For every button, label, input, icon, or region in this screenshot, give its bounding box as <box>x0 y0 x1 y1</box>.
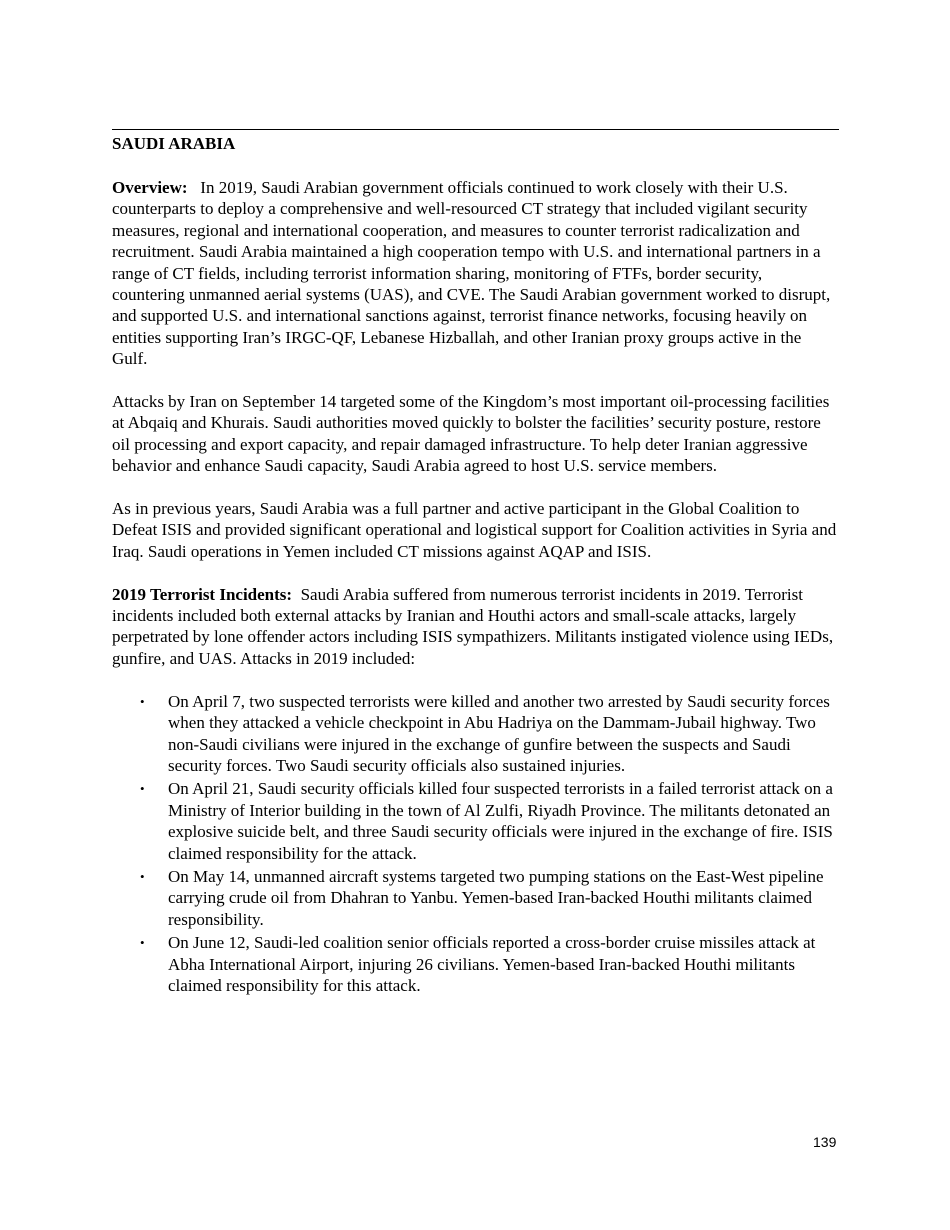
bullet-icon: • <box>140 868 145 884</box>
incidents-list <box>112 691 839 997</box>
document-body <box>112 177 839 998</box>
list-item <box>112 866 839 930</box>
bullet-icon: • <box>140 693 145 709</box>
incidents-label: 2019 Terrorist Incidents: <box>112 584 293 604</box>
incidents-text: Saudi Arabia suffered from numerous terrorist incidents in 2019. Terrorist incidents included both external attacks by Iranian and Houthi actors and small-scale attacks, largely perpetrated by lone offender actors including ISIS sympathizers. Militants instigated violence using IEDs, gunfire, and UAS. Attacks in 2019 included: <box>112 584 834 668</box>
list-item-text: On April 7, two suspected terrorists were killed and another two arrested by Saudi security forces when they attacked a vehicle checkpoint in Abu Hadriya on the Dammam-Jubail highway. Two non-Saudi civilians were injured in the exchange of gunfire between the suspects and Saudi security forces. Two Saudi security officials also sustained injuries. <box>168 691 830 775</box>
list-item-text: On April 21, Saudi security officials killed four suspected terrorists in a failed terrorist attack on a Ministry of Interior building in the town of Al Zulfi, Riyadh Province. The militants detonated an explosive suicide belt, and three Saudi security officials were injured in the exchange of fire. ISIS claimed responsibility for the attack. <box>168 779 833 863</box>
list-item-text: On June 12, Saudi-led coalition senior officials reported a cross-border cruise missiles attack at Abha International Airport, injuring 26 civilians. Yemen-based Iran-backed Houthi militants claimed responsibility for this attack. <box>168 933 816 995</box>
list-item-text: On May 14, unmanned aircraft systems targeted two pumping stations on the East-West pipeline carrying crude oil from Dhahran to Yanbu. Yemen-based Iran-backed Houthi militants claimed responsibility. <box>168 866 824 929</box>
list-item <box>112 691 839 777</box>
section-heading: SAUDI ARABIA <box>112 134 236 153</box>
overview-label: Overview: <box>112 178 188 197</box>
paragraph-iran-attacks: Attacks by Iran on September 14 targeted some of the Kingdom’s most important oil-processing facilities at Abqaiq and Khurais. Saudi authorities moved quickly to bolster the facilities’ security posture, restore oil processing and export capacity, and repair damaged infrastructure. To help deter Iranian aggressive behavior and enhance Saudi capacity, Saudi Arabia agreed to host U.S. service members. <box>112 392 830 476</box>
bullet-icon: • <box>140 935 145 951</box>
list-item <box>112 932 839 996</box>
incidents-paragraph <box>112 584 839 670</box>
bullet-icon: • <box>140 781 145 797</box>
overview-paragraph <box>112 177 839 370</box>
overview-text: In 2019, Saudi Arabian government officials continued to work closely with their U.S. counterparts to deploy a comprehensive and well-resourced CT strategy that included vigilant security measures, regional and international cooperation, and measures to counter terrorist radicalization and recruitment. Saudi Arabia maintained a high cooperation tempo with U.S. and international partners in a range of CT fields, including terrorist information sharing, monitoring of FTFs, border security, countering unmanned aerial systems (UAS), and CVE. The Saudi Arabian government worked to disrupt, and supported U.S. and international sanctions against, terrorist finance networks, focusing heavily on entities supporting Iran’s IRGC-QF, Lebanese Hizballah, and other Iranian proxy groups active in the Gulf. <box>112 178 831 369</box>
header-rule <box>112 129 839 130</box>
page-number: 139 <box>813 1134 837 1150</box>
paragraph-coalition: As in previous years, Saudi Arabia was a full partner and active participant in the Global Coalition to Defeat ISIS and provided significant operational and logistical support for Coalition activities in Syria and Iraq. Saudi operations in Yemen included CT missions against AQAP and ISIS. <box>112 499 837 561</box>
list-item <box>112 778 839 864</box>
